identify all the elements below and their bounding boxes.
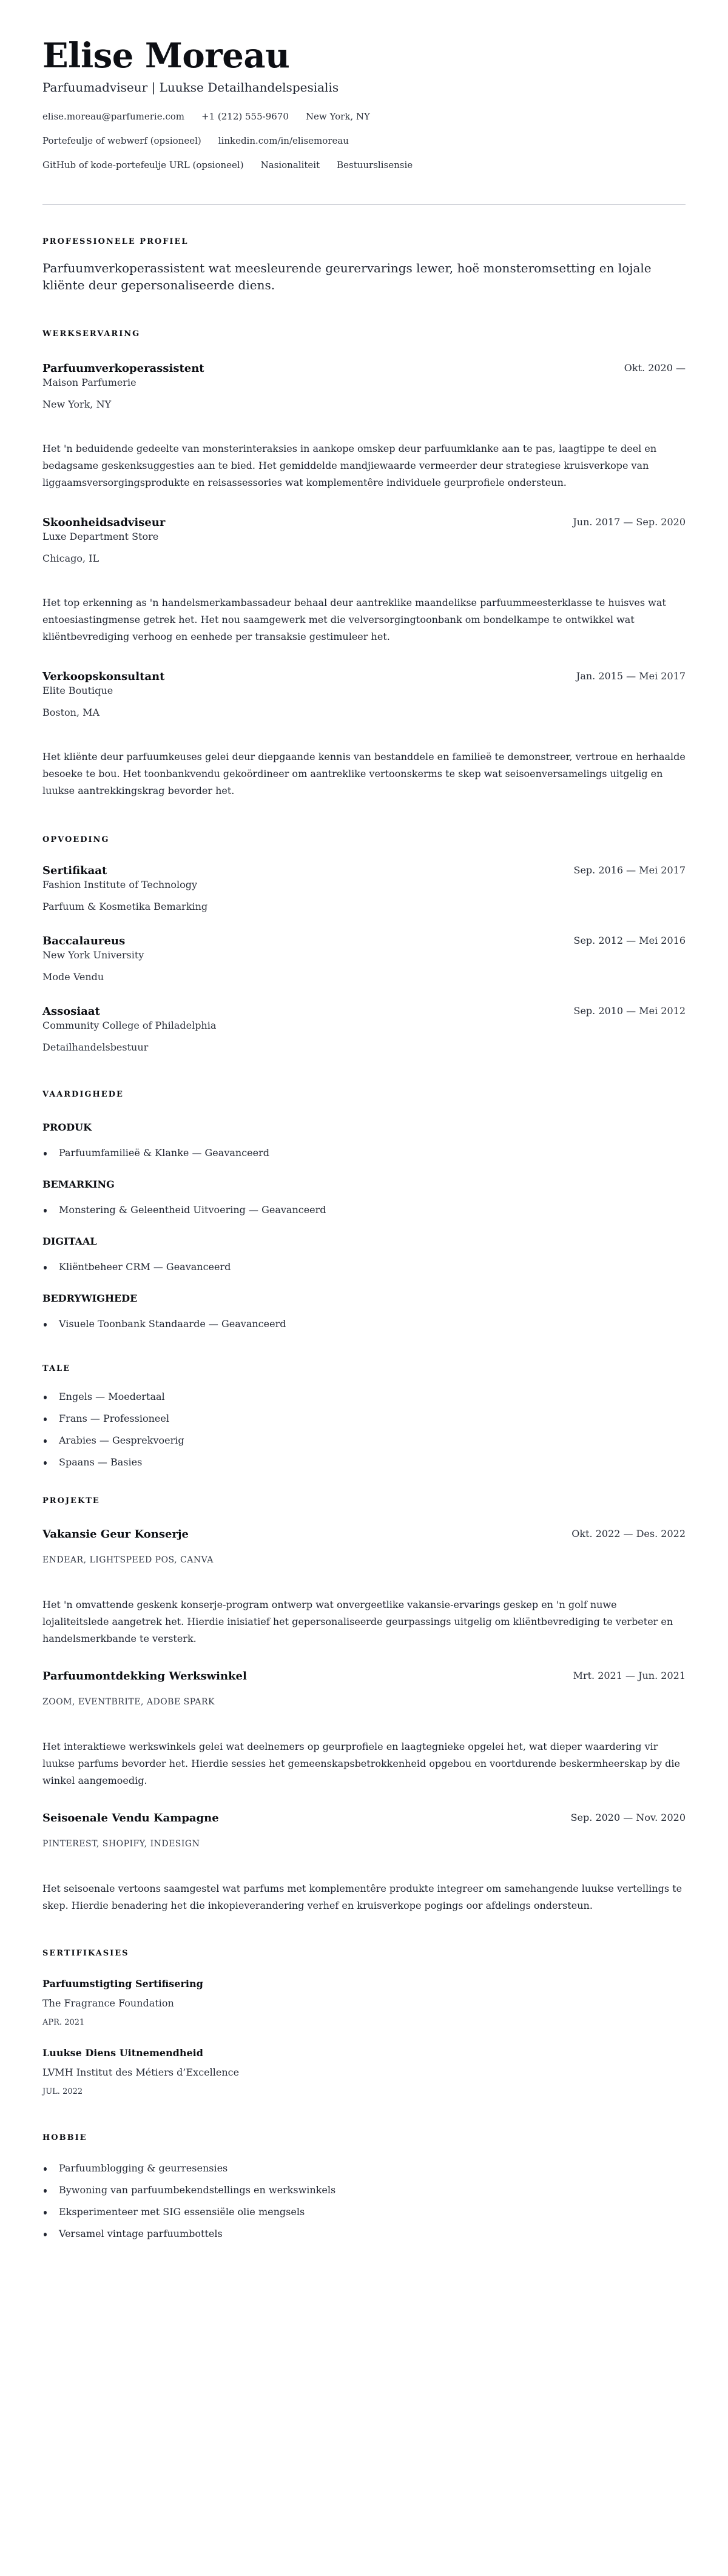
skill-item: Monstering & Geleentheid Uitvoering — Geavanceerd	[42, 1203, 686, 1217]
hobby-list	[42, 2162, 686, 2241]
resume-header	[42, 35, 686, 183]
section-title-projects: PROJEKTE	[42, 1496, 100, 1505]
language-list	[42, 1390, 686, 1469]
skill-item: Visuele Toonbank Standaarde — Geavanceerd	[42, 1317, 686, 1331]
degree-title: Sertifikaat	[42, 864, 107, 877]
work-entry	[42, 670, 686, 799]
contact-location: New York, NY	[305, 111, 370, 122]
skill-list	[42, 1260, 686, 1274]
education-entry	[42, 1004, 686, 1054]
section-title-profile: PROFESSIONELE PROFIEL	[42, 237, 189, 246]
education-dates: Sep. 2010 — Mei 2012	[573, 1005, 686, 1017]
job-description: Het kliënte deur parfuumkeuses gelei deur diepgaande kennis van bestanddele en familieë te demonstreer, vertroue en herhaalde besoeke te bou. Het toonbankvendu gekoördineer om aantreklike vertoonskerms te skep wat seisoenversamelings uitgelig en luukse aantrekkingskrag bevorder het.	[42, 751, 686, 796]
job-title: Verkoopskonsultant	[42, 670, 165, 683]
contact-info	[42, 110, 686, 183]
certification-date: APR. 2021	[42, 2018, 85, 2027]
education-entry	[42, 864, 686, 913]
section-hobbies	[42, 2133, 686, 2241]
section-certifications	[42, 1948, 686, 2097]
project-tools: ZOOM, EVENTBRITE, ADOBE SPARK	[42, 1697, 215, 1707]
education-entry	[42, 934, 686, 984]
job-dates: Jun. 2017 — Sep. 2020	[573, 516, 686, 528]
project-entry	[42, 1811, 686, 1914]
project-description: Het seisoenale vertoons saamgestel wat parfums met komplementêre produkte integreer om samehangende luukse vertellings te skep. Hierdie benadering het die inkopieverandering verhef en kruisverkope pogings oor afdelings ondersteun.	[42, 1883, 682, 1911]
work-entry	[42, 516, 686, 645]
hobby-item: Versamel vintage parfuumbottels	[42, 2227, 686, 2241]
education-dates: Sep. 2012 — Mei 2016	[573, 935, 686, 946]
contact-row-primary	[42, 110, 686, 135]
hobby-item: Eksperimenteer met SIG essensiële olie mengsels	[42, 2205, 686, 2219]
skill-list	[42, 1146, 686, 1160]
contact-linkedin[interactable]: linkedin.com/in/elisemoreau	[218, 135, 349, 146]
job-location: Boston, MA	[42, 707, 100, 718]
school-name: Fashion Institute of Technology	[42, 879, 198, 890]
candidate-name: Elise Moreau	[42, 36, 290, 76]
skill-category-marketing: BEMARKING	[42, 1179, 115, 1190]
section-profile	[42, 237, 686, 294]
degree-title: Assosiaat	[42, 1005, 100, 1018]
language-item: Frans — Professioneel	[42, 1412, 686, 1425]
section-languages	[42, 1364, 686, 1469]
contact-portfolio[interactable]: Portefeulje of webwerf (opsioneel)	[42, 135, 201, 146]
profile-summary: Parfuumverkoperassistent wat meesleurende geurervarings lewer, hoë monsteromsetting en lojale kliënte deur gepersonaliseerde diens.	[42, 261, 652, 292]
skill-item: Parfuumfamilieë & Klanke — Geavanceerd	[42, 1146, 686, 1160]
school-name: New York University	[42, 949, 144, 961]
job-company: Elite Boutique	[42, 685, 113, 696]
section-title-education: OPVOEDING	[42, 835, 110, 844]
section-skills	[42, 1089, 686, 1331]
job-location: New York, NY	[42, 399, 112, 410]
project-description: Het interaktiewe werkswinkels gelei wat deelnemers op geurprofiele en laagtegnieke opgelei het, wat dieper waardering vir luukse parfums bevorder het. Hierdie sessies het gemeenskapsbetrokkenheid opgebou en voortdurende beskermheerskap by die winkel aangemoedig.	[42, 1741, 680, 1786]
hobby-item: Parfuumblogging & geurresensies	[42, 2162, 686, 2175]
field-of-study: Parfuum & Kosmetika Bemarking	[42, 901, 208, 912]
school-name: Community College of Philadelphia	[42, 1020, 217, 1031]
project-title: Vakansie Geur Konserje	[42, 1528, 189, 1541]
field-of-study: Mode Vendu	[42, 971, 104, 983]
project-title: Seisoenale Vendu Kampagne	[42, 1812, 219, 1824]
skill-category-product: PRODUK	[42, 1122, 92, 1133]
project-tools: ENDEAR, LIGHTSPEED POS, CANVA	[42, 1555, 214, 1565]
job-dates: Jan. 2015 — Mei 2017	[576, 670, 686, 682]
certification-title: Luukse Diens Uitnemendheid	[42, 2047, 203, 2059]
skill-list	[42, 1317, 686, 1331]
certification-entry	[42, 1977, 686, 2028]
header-divider	[42, 204, 686, 205]
section-title-languages: TALE	[42, 1364, 71, 1373]
skill-category-operations: BEDRYWIGHEDE	[42, 1293, 138, 1304]
education-dates: Sep. 2016 — Mei 2017	[573, 864, 686, 876]
section-projects	[42, 1496, 686, 1914]
section-title-skills: VAARDIGHEDE	[42, 1090, 124, 1099]
job-title: Parfuumverkoperassistent	[42, 362, 204, 375]
section-work-experience	[42, 329, 686, 799]
certification-date: JUL. 2022	[42, 2087, 83, 2096]
language-item: Engels — Moedertaal	[42, 1390, 686, 1404]
project-tools: PINTEREST, SHOPIFY, INDESIGN	[42, 1839, 200, 1849]
project-entry	[42, 1669, 686, 1789]
job-dates: Okt. 2020 —	[624, 362, 686, 374]
project-entry	[42, 1527, 686, 1647]
work-entry	[42, 362, 686, 491]
section-title-hobbies: HOBBIE	[42, 2133, 87, 2142]
contact-row-extra	[42, 159, 686, 183]
project-title: Parfuumontdekking Werkswinkel	[42, 1670, 247, 1683]
certification-title: Parfuumstigting Sertifisering	[42, 1978, 203, 1989]
project-dates: Okt. 2022 — Des. 2022	[571, 1528, 686, 1539]
skill-item: Kliëntbeheer CRM — Geavanceerd	[42, 1260, 686, 1274]
skill-list	[42, 1203, 686, 1217]
contact-phone[interactable]: +1 (212) 555-9670	[201, 111, 289, 122]
contact-row-links	[42, 135, 686, 159]
job-title: Skoonheidsadviseur	[42, 516, 166, 529]
certification-issuer: The Fragrance Foundation	[42, 1997, 174, 2009]
candidate-headline: Parfuumadviseur | Luukse Detailhandelspesialis	[42, 80, 339, 95]
section-title-certifications: SERTIFIKASIES	[42, 1949, 129, 1958]
language-item: Spaans — Basies	[42, 1456, 686, 1469]
section-title-work: WERKSERVARING	[42, 329, 141, 338]
field-of-study: Detailhandelsbestuur	[42, 1041, 149, 1053]
project-dates: Mrt. 2021 — Jun. 2021	[573, 1670, 686, 1681]
project-description: Het 'n omvattende geskenk konserje-program ontwerp wat onvergeetlike vakansie-ervarings geskep en 'n golf nuwe lojaliteitslede aangetrek het. Hierdie inisiatief het gepersonaliseerde geurpassings uitgelig om kliëntbevrediging te verbeter en handelsmerkbande te versterk.	[42, 1599, 673, 1644]
certification-entry	[42, 2046, 686, 2097]
project-dates: Sep. 2020 — Nov. 2020	[570, 1812, 686, 1823]
job-description: Het 'n beduidende gedeelte van monsterinteraksies in aankope omskep deur parfuumklanke aan te pas, laagtippe te deel en bedagsame geskenksuggesties aan te bied. Het gemiddelde mandjiewaarde vermeerder deur strategiese kruisverkope van liggaamsversorgingsprodukte en reisassessories wat komplementêre individuele geurprofiele ondersteun.	[42, 443, 657, 488]
job-location: Chicago, IL	[42, 553, 99, 564]
language-item: Arabies — Gesprekvoerig	[42, 1434, 686, 1447]
degree-title: Baccalaureus	[42, 935, 126, 947]
contact-drivers-license: Bestuurslisensie	[337, 160, 413, 170]
contact-github[interactable]: GitHub of kode-portefeulje URL (opsioneel)	[42, 160, 244, 170]
section-education	[42, 835, 686, 1054]
job-company: Maison Parfumerie	[42, 377, 136, 388]
contact-email[interactable]: elise.moreau@parfumerie.com	[42, 111, 185, 122]
certification-issuer: LVMH Institut des Métiers d’Excellence	[42, 2067, 240, 2078]
hobby-item: Bywoning van parfuumbekendstellings en werkswinkels	[42, 2184, 686, 2197]
contact-nationality: Nasionaliteit	[260, 160, 320, 170]
job-description: Het top erkenning as 'n handelsmerkambassadeur behaal deur aantreklike maandelikse parfuummeesterklasse te huisves wat entoesiastingmense getrek het. Het nou saamgewerk met die velversorgingtoonbank om bondelkampe te ontwikkel wat kliëntbevrediging verhoog en eenhede per transaksie gestimuleer het.	[42, 597, 666, 642]
skill-category-digital: DIGITAAL	[42, 1236, 97, 1247]
job-company: Luxe Department Store	[42, 531, 159, 542]
